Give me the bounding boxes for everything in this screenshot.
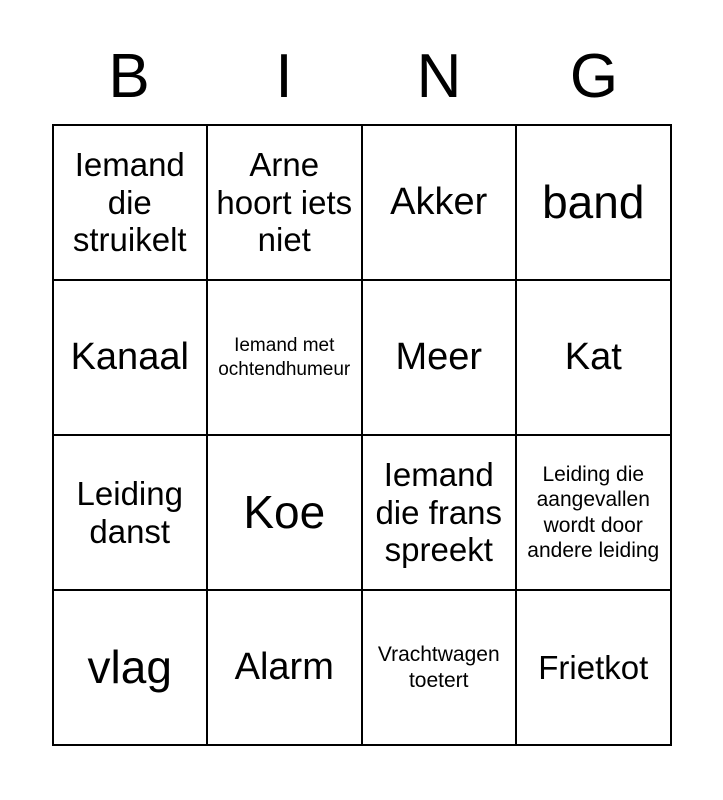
bingo-row: [53, 280, 671, 435]
bingo-cell-text: Arne hoort iets niet: [216, 146, 353, 259]
bingo-letter-n: N: [416, 42, 462, 111]
bingo-cell[interactable]: [207, 125, 362, 280]
bingo-cell[interactable]: [516, 590, 671, 745]
bingo-cell-text: Alarm: [234, 646, 334, 689]
bingo-cell[interactable]: [516, 280, 671, 435]
bingo-grid: [52, 124, 672, 746]
bingo-cell-text: Kanaal: [70, 336, 189, 379]
bingo-cell-text: Iemand met ochtendhumeur: [218, 335, 351, 380]
bingo-cell[interactable]: [362, 590, 517, 745]
bingo-cell-text: Vrachtwagen toetert: [377, 643, 500, 692]
bingo-cell[interactable]: [516, 435, 671, 590]
bingo-cell[interactable]: [53, 280, 208, 435]
bingo-cell-text: Frietkot: [538, 648, 649, 686]
bingo-cell[interactable]: [53, 435, 208, 590]
bingo-cell[interactable]: [207, 590, 362, 745]
bingo-cell[interactable]: [207, 280, 362, 435]
bingo-row: [53, 590, 671, 745]
bingo-cell-text: Kat: [564, 336, 622, 379]
bingo-cell-text: vlag: [87, 640, 172, 693]
bingo-letter-b: B: [108, 42, 150, 111]
bingo-row: [53, 125, 671, 280]
bingo-cell[interactable]: [362, 435, 517, 590]
bingo-letter-i: I: [275, 42, 293, 111]
bingo-cell[interactable]: [53, 125, 208, 280]
bingo-cell[interactable]: [362, 125, 517, 280]
bingo-header: [52, 0, 672, 114]
bingo-letter-g: G: [569, 42, 619, 111]
bingo-cell-text: band: [542, 175, 645, 228]
bingo-row: [53, 435, 671, 590]
bingo-cell[interactable]: [53, 590, 208, 745]
bingo-cell-text: Meer: [395, 336, 483, 379]
bingo-cell-text: Leiding die aangevallen wordt door andere leiding: [527, 463, 660, 562]
bingo-cell-text: Iemand die struikelt: [72, 146, 187, 259]
bingo-cell-text: Koe: [243, 485, 326, 538]
bingo-cell[interactable]: [362, 280, 517, 435]
bingo-cell[interactable]: [207, 435, 362, 590]
bingo-cell-text: Akker: [390, 181, 488, 224]
bingo-cell[interactable]: [516, 125, 671, 280]
bingo-cell-text: Iemand die frans spreekt: [375, 456, 503, 569]
bingo-cell-text: Leiding danst: [76, 474, 183, 550]
